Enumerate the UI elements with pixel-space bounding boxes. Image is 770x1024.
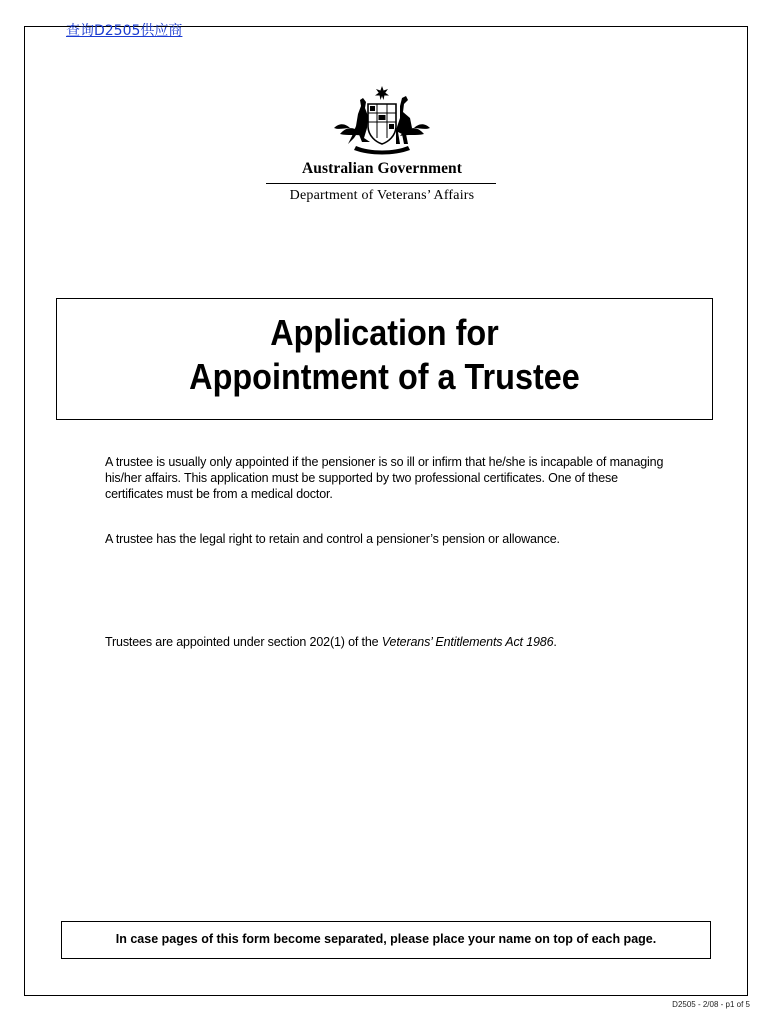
paragraph-legislation [105,634,675,650]
top-link[interactable]: 查询D2505供应商 [66,23,183,39]
paragraph-trustee-conditions: A trustee is usually only appointed if the pensioner is so ill or infirm that he/she is incapable of managing his/her affairs. This application must be supported by two professional certificates. One of these certificates must be from a medical doctor. [105,455,664,501]
government-name: Australian Government [301,160,463,177]
separation-notice: In case pages of this form become separated, please place your name on top of each page. [61,921,711,959]
title-line-1: Application for [270,312,499,353]
title-box [56,298,713,420]
legislation-suffix: . [553,635,557,649]
department-name: Department of Veterans’ Affairs [289,188,475,203]
form-reference: D2505 - 2/08 - p1 of 5 [672,1000,750,1009]
act-title: Veterans’ Entitlements Act 1986 [381,635,554,649]
title-line-2: Appointment of a Trustee [189,356,580,397]
paragraph-trustee-rights: A trustee has the legal right to retain and control a pensioner’s pension or allowance. [105,532,560,546]
legislation-prefix: Trustees are appointed under section 202(1) of the [105,635,382,649]
header-divider [266,183,496,184]
coat-of-arms-icon [330,86,434,156]
